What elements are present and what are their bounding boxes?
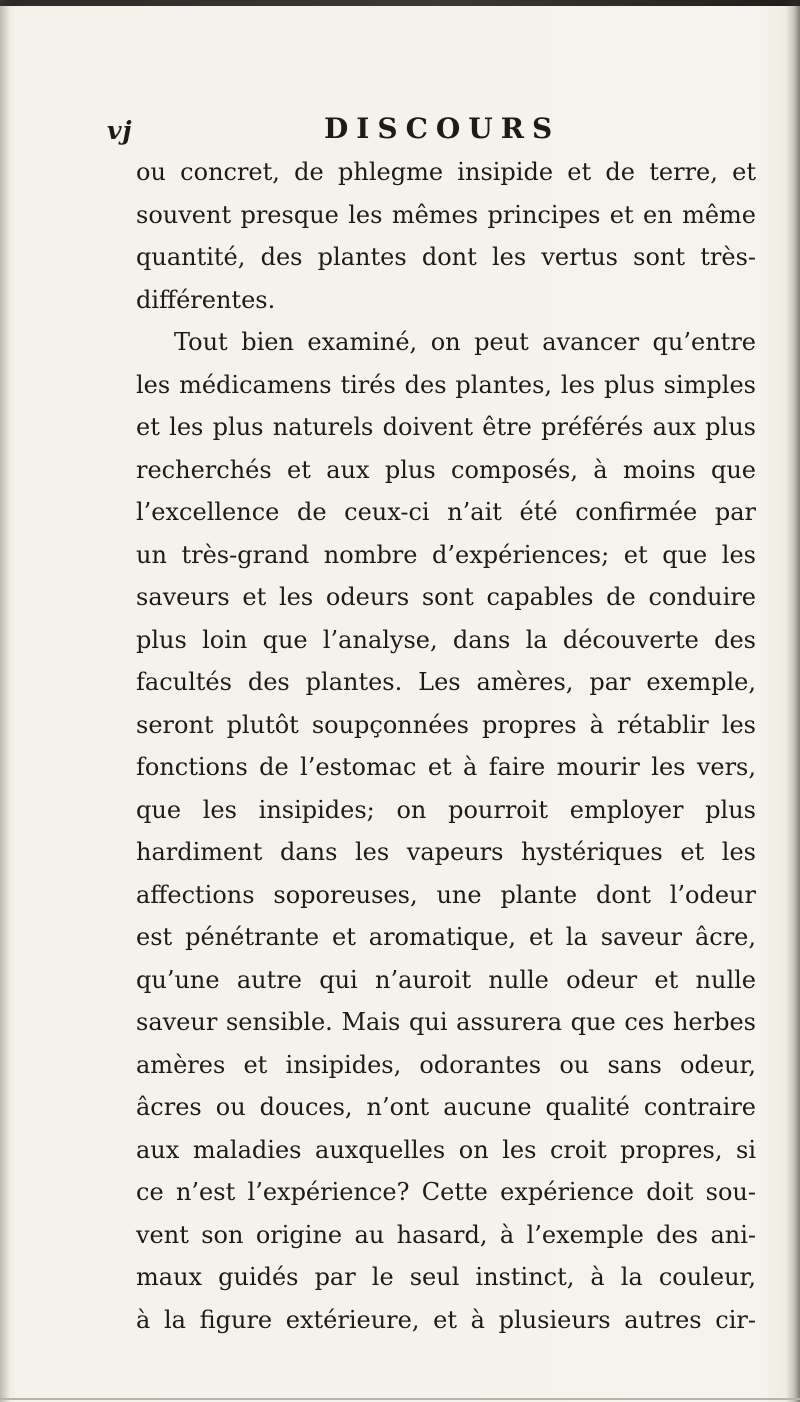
text-line: différentes. <box>136 285 276 314</box>
body-text <box>136 151 756 1341</box>
text-line: quantité, des plantes dont les vertus sont très- <box>136 243 756 271</box>
text-line: souvent presque les mêmes principes et en même <box>136 200 756 229</box>
page-number: vj <box>107 116 133 145</box>
text-line: Tout bien examiné, on peut avancer qu’entre <box>174 328 756 356</box>
text-line: hardiment dans les vapeurs hystériques et les <box>136 838 756 866</box>
text-line: l’excellence de ceux-ci n’ait été confirmée par <box>136 498 756 526</box>
text-line: âcres ou douces, n’ont aucune qualité contraire <box>136 1093 756 1121</box>
page-binding-edge <box>786 0 800 1402</box>
text-line: à la figure extérieure, et à plusieurs autres cir- <box>136 1305 756 1334</box>
text-line: affections soporeuses, une plante dont l’odeur <box>136 880 756 909</box>
text-line: saveurs et les odeurs sont capables de conduire <box>136 583 756 611</box>
text-line: saveur sensible. Mais qui assurera que ces herbes <box>136 1008 756 1036</box>
text-line: ou concret, de phlegme insipide et de terre, et <box>136 158 756 186</box>
text-line: qu’une autre qui n’auroit nulle odeur et nulle <box>136 965 756 994</box>
text-line: les médicamens tirés des plantes, les plus simples <box>136 370 756 399</box>
text-line: maux guidés par le seul instinct, à la couleur, <box>136 1263 756 1291</box>
text-line: amères et insipides, odorantes ou sans odeur, <box>136 1050 756 1079</box>
page-top-edge <box>0 0 800 6</box>
text-line: un très-grand nombre d’expériences; et que les <box>136 540 756 569</box>
running-head: DISCOURS <box>324 112 561 145</box>
text-line: facultés des plantes. Les amères, par exemple, <box>136 668 756 696</box>
text-line: recherchés et aux plus composés, à moins que <box>136 455 756 484</box>
text-line: vent son origine au hasard, à l’exemple des ani- <box>136 1220 756 1249</box>
text-line: plus loin que l’analyse, dans la découverte des <box>136 625 756 654</box>
page-header <box>107 112 667 152</box>
text-line: que les insipides; on pourroit employer plus <box>136 795 756 824</box>
text-line: et les plus naturels doivent être préférés aux plus <box>136 413 756 441</box>
text-line: fonctions de l’estomac et à faire mourir les vers, <box>136 753 756 781</box>
text-line: est pénétrante et aromatique, et la saveur âcre, <box>136 923 756 951</box>
page-bottom-edge <box>0 1398 800 1400</box>
page-gutter-shadow <box>0 0 10 1402</box>
text-line: aux maladies auxquelles on les croit propres, si <box>136 1135 756 1164</box>
text-line: seront plutôt soupçonnées propres à rétablir les <box>136 710 756 739</box>
text-line: ce n’est l’expérience? Cette expérience doit sou- <box>136 1178 756 1206</box>
